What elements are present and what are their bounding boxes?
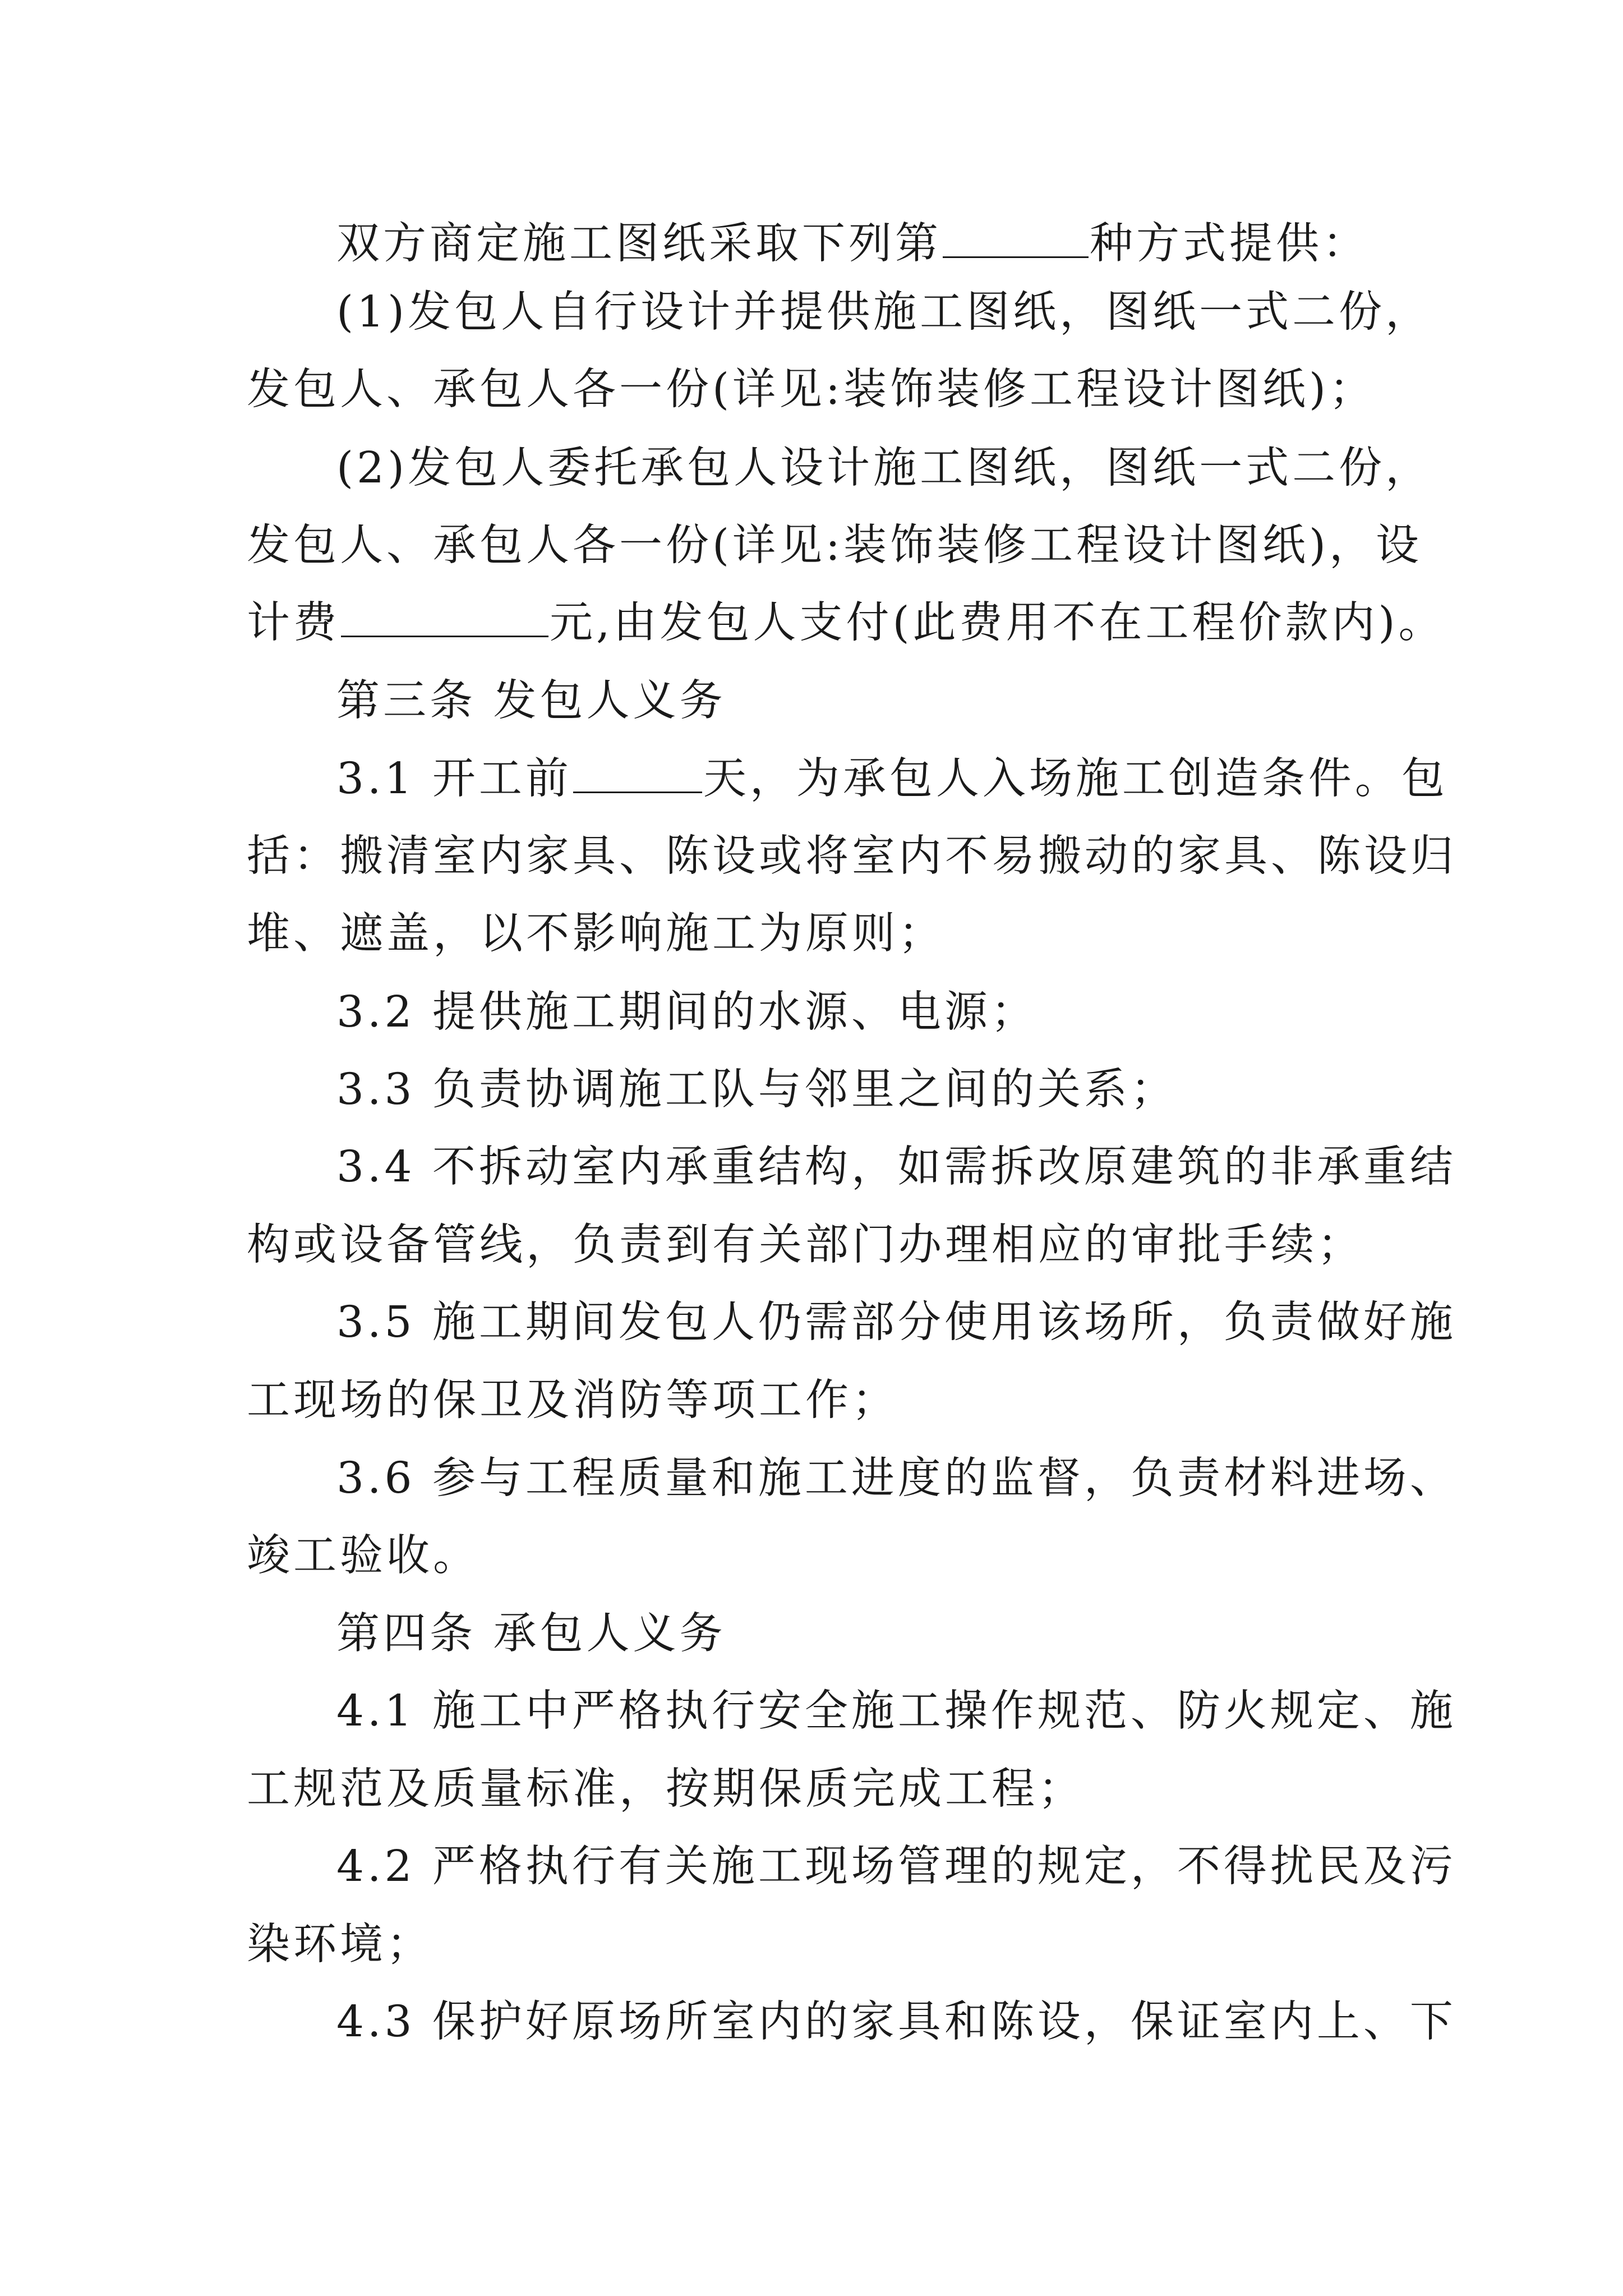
paragraph-line: 3.6 参与工程质量和施工进度的监督，负责材料进场、 bbox=[336, 1453, 1456, 1503]
line-text: 计费 bbox=[247, 598, 340, 648]
paragraph-line: 构或设备管线，负责到有关部门办理相应的审批手续； bbox=[247, 1220, 1364, 1270]
paragraph-line: 工规范及质量标准，按期保质完成工程； bbox=[247, 1764, 1085, 1814]
paragraph-line: 括：搬清室内家具、陈设或将室内不易搬动的家具、陈设归 bbox=[247, 831, 1457, 881]
paragraph-line bbox=[247, 595, 1445, 651]
line-text: 3.1 开工前 bbox=[336, 754, 572, 804]
line-text: 双方商定施工图纸采取下列第 bbox=[336, 219, 942, 269]
paragraph-line: 发包人、承包人各一份(详见:装饰装修工程设计图纸)，设 bbox=[247, 521, 1423, 570]
fill-in-blank[interactable] bbox=[573, 752, 702, 793]
paragraph-line: 3.4 不拆动室内承重结构，如需拆改原建筑的非承重结 bbox=[336, 1142, 1456, 1192]
paragraph-line: 3.2 提供施工期间的水源、电源； bbox=[336, 987, 1038, 1037]
paragraph-line: (1)发包人自行设计并提供施工图纸，图纸一式二份， bbox=[336, 287, 1432, 337]
paragraph-line: 工现场的保卫及消防等项工作； bbox=[247, 1375, 898, 1425]
line-text: 元,由发包人支付(此费用不在工程价款内)。 bbox=[550, 598, 1445, 648]
paragraph-line bbox=[336, 216, 1369, 272]
line-text: 种方式提供： bbox=[1090, 219, 1369, 269]
paragraph-line: 堆、遮盖，以不影响施工为原则； bbox=[247, 909, 945, 959]
paragraph-line: 3.5 施工期间发包人仍需部分使用该场所，负责做好施 bbox=[336, 1297, 1456, 1347]
fill-in-blank[interactable] bbox=[943, 217, 1089, 258]
section-heading: 第四条 承包人义务 bbox=[336, 1609, 726, 1659]
paragraph-line: 4.3 保护好原场所室内的家具和陈设，保证室内上、下 bbox=[336, 1997, 1456, 2047]
paragraph-line: 染环境； bbox=[247, 1920, 433, 1970]
paragraph-line: 4.1 施工中严格执行安全施工操作规范、防火规定、施 bbox=[336, 1686, 1456, 1736]
line-text: 天，为承包人入场施工创造条件。包 bbox=[703, 754, 1448, 804]
paragraph-line: 4.2 严格执行有关施工现场管理的规定，不得扰民及污 bbox=[336, 1842, 1456, 1892]
paragraph-line: 竣工验收。 bbox=[247, 1531, 479, 1581]
fill-in-blank[interactable] bbox=[341, 596, 548, 637]
paragraph-line: (2)发包人委托承包人设计施工图纸，图纸一式二份， bbox=[336, 443, 1432, 493]
paragraph-line bbox=[336, 751, 1448, 807]
paragraph-line: 发包人、承包人各一份(详见:装饰装修工程设计图纸)； bbox=[247, 365, 1376, 415]
paragraph-line: 3.3 负责协调施工队与邻里之间的关系； bbox=[336, 1065, 1177, 1115]
section-heading: 第三条 发包人义务 bbox=[336, 676, 726, 726]
